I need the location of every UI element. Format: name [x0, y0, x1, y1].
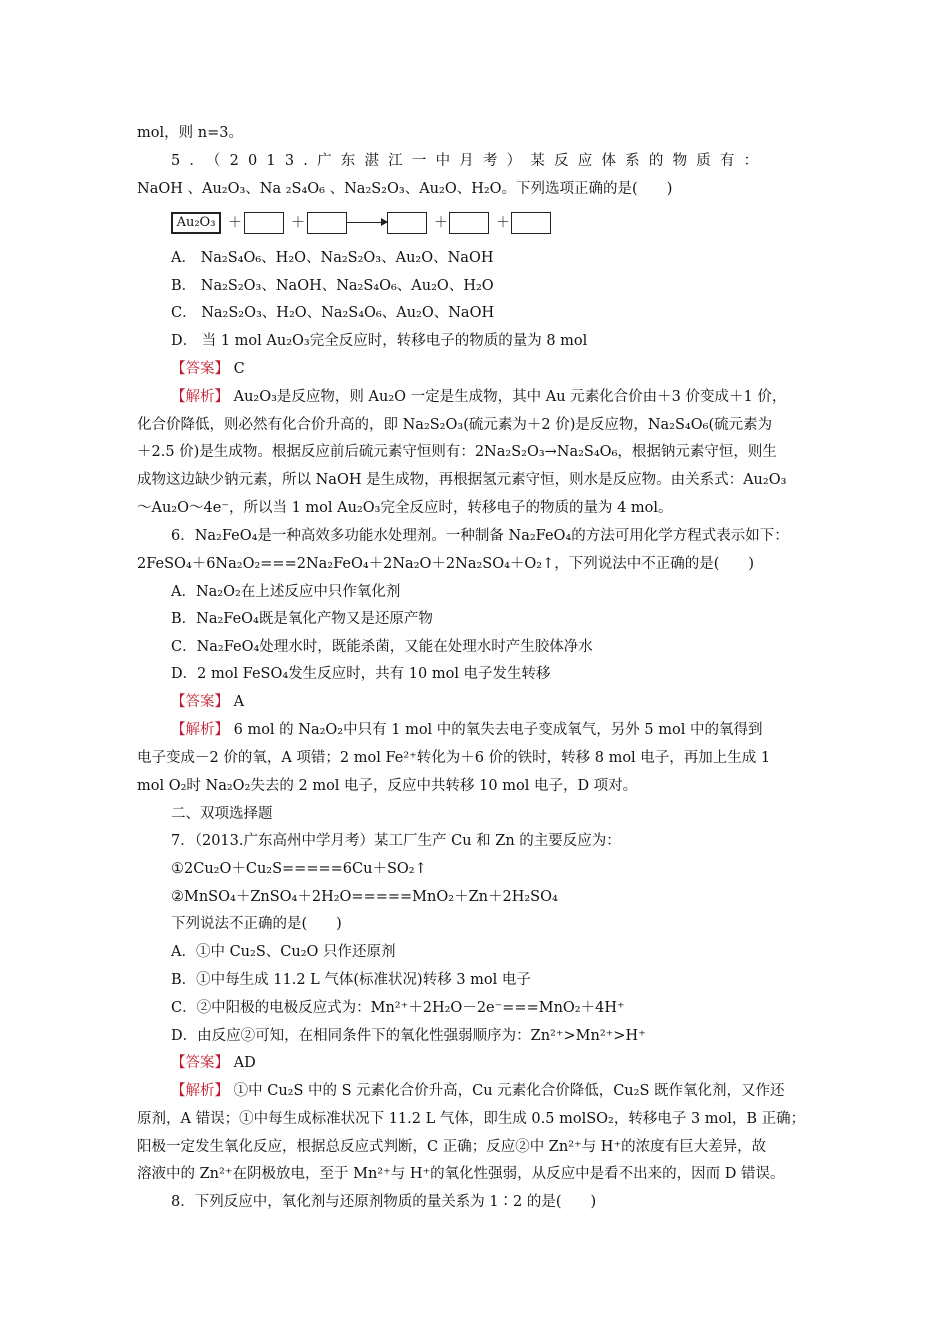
text-line — [171, 608, 851, 630]
line-text: mol O₂时 Na₂O₂失去的 2 mol 电子，反应中共转移 10 mol 电子，D 项对。 — [137, 778, 638, 794]
line-text: NaOH 、Au₂O₃、Na ₂S₄O₆ 、Na₂S₂O₃、Au₂O、H₂O。下列选项正确的是( ) — [137, 181, 673, 197]
formula-box-blank — [387, 212, 427, 234]
line-text: ①2Cu₂O＋Cu₂S=====6Cu＋SO₂↑ — [171, 861, 427, 877]
text-line — [171, 525, 851, 547]
text-line — [171, 969, 851, 991]
line-text: B．①中每生成 11.2 L 气体(标准状况)转移 3 mol 电子 — [171, 972, 531, 988]
line-text: 2FeSO₄＋6Na₂O₂===2Na₂FeO₄＋2Na₂O＋2Na₂SO₄＋O₂↑，下列说法中不正确的是( ) — [137, 556, 755, 572]
text-line — [137, 747, 817, 769]
text-line — [171, 803, 851, 825]
text-line — [171, 247, 851, 269]
text-line — [137, 1163, 817, 1185]
text-line — [137, 553, 817, 575]
text-line — [171, 330, 851, 352]
line-text: 成物这边缺少钠元素，所以 NaOH 是生成物，再根据氢元素守恒，则水是反应物。由关系式：Au₂O₃ — [137, 472, 787, 488]
text-line — [171, 581, 851, 603]
line-text: A．Na₂O₂在上述反应中只作氧化剂 — [171, 584, 401, 600]
answer-label: 【解析】 — [171, 389, 229, 405]
labeled-line — [171, 1052, 851, 1074]
text-line — [171, 1191, 851, 1213]
line-text: C — [229, 361, 245, 377]
line-text: 阳极一定发生氧化反应，根据总反应式判断，C 正确；反应②中 Zn²⁺与 H⁺的浓度有巨大差异，故 — [137, 1139, 767, 1155]
line-text: mol，则 n=3。 — [137, 125, 243, 141]
plus-sign: ＋ — [496, 215, 510, 231]
text-line — [171, 275, 851, 297]
line-text: Au₂O₃是反应物，则 Au₂O 一定是生成物，其中 Au 元素化合价由＋3 价变成＋1 价， — [229, 389, 787, 405]
line-text: B． Na₂S₂O₃、NaOH、Na₂S₄O₆、Au₂O、H₂O — [171, 278, 494, 294]
formula-box-au2o3: Au₂O₃ — [171, 212, 221, 234]
line-text: 化合价降低，则必然有化合价升高的，即 Na₂S₂O₃(硫元素为＋2 价)是反应物，Na₂S₄O₆(硫元素为 — [137, 417, 773, 433]
line-text: ～Au₂O～4e⁻，所以当 1 mol Au₂O₃完全反应时，转移电子的物质的量为 4 mol。 — [137, 500, 673, 516]
line-text: A — [229, 694, 245, 710]
text-line — [171, 886, 851, 908]
text-line — [171, 302, 851, 324]
formula-box-blank — [307, 212, 347, 234]
formula-box-blank — [511, 212, 551, 234]
reaction-arrow-icon — [347, 222, 387, 223]
line-text: C． Na₂S₂O₃、H₂O、Na₂S₄O₆、Au₂O、NaOH — [171, 305, 495, 321]
text-line — [171, 636, 851, 658]
line-text: B．Na₂FeO₄既是氧化产物又是还原产物 — [171, 611, 433, 627]
text-line — [137, 1108, 817, 1130]
line-text: C．Na₂FeO₄处理水时，既能杀菌，又能在处理水时产生胶体净水 — [171, 639, 593, 655]
answer-label: 【解析】 — [171, 1083, 229, 1099]
labeled-line — [171, 386, 851, 408]
line-text: 6．Na₂FeO₄是一种高效多功能水处理剂。一种制备 Na₂FeO₄的方法可用化学方程式表示如下： — [171, 528, 789, 544]
labeled-line — [171, 719, 851, 741]
text-line — [171, 830, 851, 852]
text-line — [137, 1136, 817, 1158]
line-text: AD — [229, 1055, 256, 1071]
text-line — [171, 913, 851, 935]
text-line — [171, 663, 851, 685]
text-line — [171, 1025, 851, 1047]
line-text: 6 mol 的 Na₂O₂中只有 1 mol 中的氧失去电子变成氧气，另外 5 mol 中的氧得到 — [229, 722, 763, 738]
answer-label: 【答案】 — [171, 1055, 229, 1071]
line-text: D．由反应②可知，在相同条件下的氧化性强弱顺序为：Zn²⁺>Mn²⁺>H⁺ — [171, 1028, 646, 1044]
line-text: 5．（2013.广东湛江一中月考）某反应体系的物质有： — [171, 153, 768, 169]
line-text: ＋2.5 价)是生成物。根据反应前后硫元素守恒则有：2Na₂S₂O₃→Na₂S₄O₆，根据钠元素守恒，则生 — [137, 444, 777, 460]
plus-sign: ＋ — [291, 215, 305, 231]
text-line — [137, 178, 817, 200]
line-text: D．2 mol FeSO₄发生反应时，共有 10 mol 电子发生转移 — [171, 666, 551, 682]
answer-label: 【答案】 — [171, 361, 229, 377]
line-text: ②MnSO₄＋ZnSO₄＋2H₂O=====MnO₂＋Zn＋2H₂SO₄ — [171, 889, 558, 905]
line-text: D． 当 1 mol Au₂O₃完全反应时，转移电子的物质的量为 8 mol — [171, 333, 588, 349]
answer-label: 【答案】 — [171, 694, 229, 710]
text-line — [137, 122, 817, 144]
line-text: 电子变成－2 价的氧，A 项错；2 mol Fe²⁺转化为＋6 价的铁时，转移 8 mol 电子，再加上生成 1 — [137, 750, 771, 766]
line-text: A． Na₂S₄O₆、H₂O、Na₂S₂O₃、Au₂O、NaOH — [171, 250, 494, 266]
text-line — [137, 469, 817, 491]
labeled-line — [171, 358, 851, 380]
text-line — [171, 941, 851, 963]
plus-sign: ＋ — [434, 215, 448, 231]
line-text: 溶液中的 Zn²⁺在阴极放电，至于 Mn²⁺与 H⁺的氧化性强弱，从反应中是看不出来的，因而 D 错误。 — [137, 1166, 785, 1182]
formula-box-blank — [244, 212, 284, 234]
plus-sign: ＋ — [228, 215, 242, 231]
line-text: 下列说法不正确的是( ) — [171, 916, 342, 932]
text-line — [137, 441, 817, 463]
formula-box-blank — [449, 212, 489, 234]
text-line — [171, 997, 851, 1019]
text-line — [171, 150, 851, 172]
line-text: A．①中 Cu₂S、Cu₂O 只作还原剂 — [171, 944, 396, 960]
answer-label: 【解析】 — [171, 722, 229, 738]
line-text: 原剂，A 错误；①中每生成标准状况下 11.2 L 气体，即生成 0.5 molSO₂，转移电子 3 mol，B 正确； — [137, 1111, 806, 1127]
line-text: C．②中阳极的电极反应式为：Mn²⁺＋2H₂O－2e⁻===MnO₂＋4H⁺ — [171, 1000, 625, 1016]
text-line — [137, 414, 817, 436]
text-line — [137, 775, 817, 797]
labeled-line — [171, 1080, 851, 1102]
line-text: 8．下列反应中，氧化剂与还原剂物质的量关系为 1∶2 的是( ) — [171, 1194, 597, 1210]
line-text: 二、双项选择题 — [171, 806, 273, 822]
text-line — [171, 858, 851, 880]
labeled-line — [171, 691, 851, 713]
line-text: ①中 Cu₂S 中的 S 元素化合价升高，Cu 元素化合价降低，Cu₂S 既作氧化剂，又作还 — [229, 1083, 785, 1099]
text-line — [137, 497, 817, 519]
line-text: 7．（2013.广东高州中学月考）某工厂生产 Cu 和 Zn 的主要反应为： — [171, 833, 621, 849]
